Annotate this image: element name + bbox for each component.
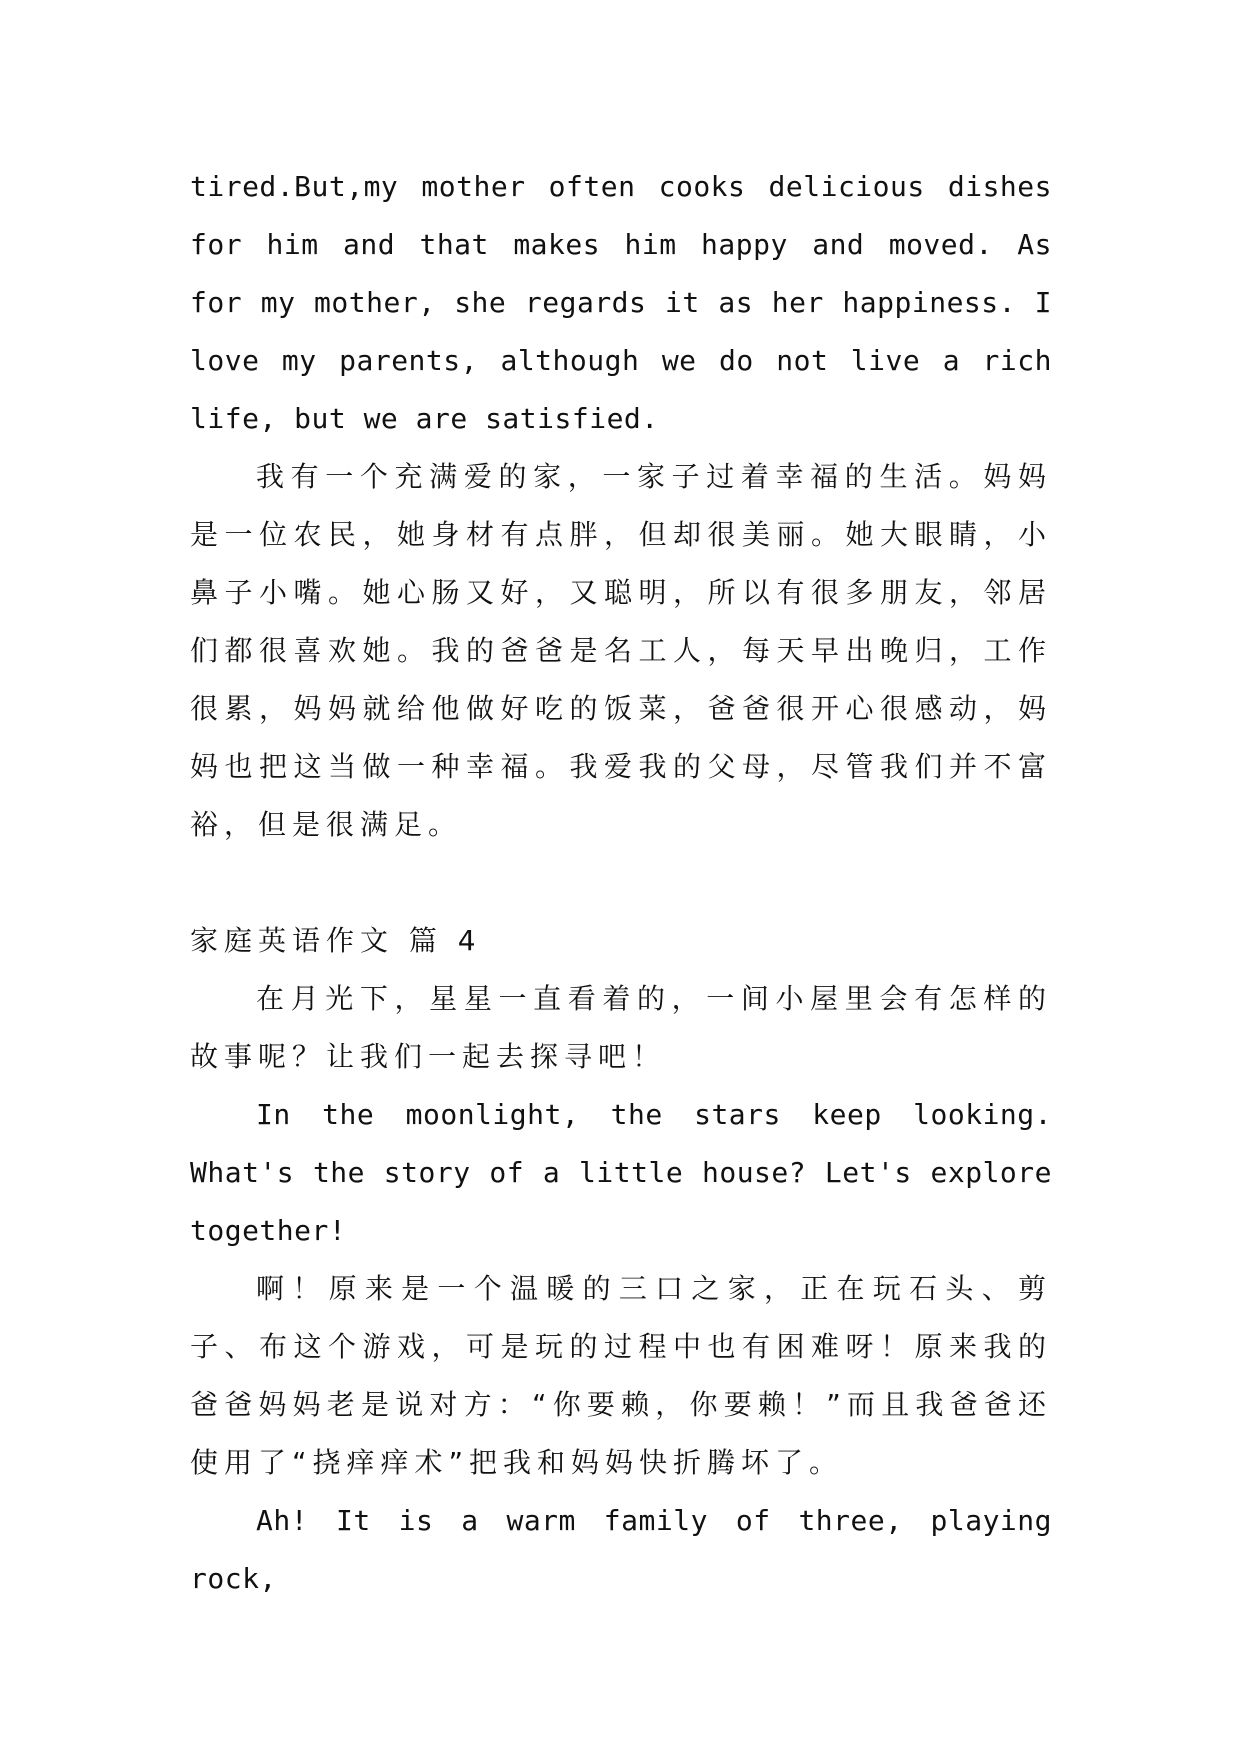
paragraph-chinese-game: 啊！原来是一个温暖的三口之家，正在玩石头、剪子、布这个游戏，可是玩的过程中也有困难呀！原来我的爸爸妈妈老是说对方：“你要赖，你要赖！”而且我爸爸还使用了“挠痒痒术”把我和妈妈快折腾坏了。 — [190, 1272, 1052, 1479]
paragraph-english-continued: tired.But,my mother often cooks delicious dishes for him and that makes him happy and moved. As for my mother, she regards it as her happiness. I love my parents, although we do not live a rich life, but we are satisfied. — [190, 170, 1052, 435]
paragraph-english-moonlight: In the moonlight, the stars keep looking. What's the story of a little house? Let's explore together! — [190, 1098, 1052, 1247]
paragraph-chinese-family: 我有一个充满爱的家，一家子过着幸福的生活。妈妈是一位农民，她身材有点胖，但却很美丽。她大眼睛，小鼻子小嘴。她心肠又好，又聪明，所以有很多朋友，邻居们都很喜欢她。我的爸爸是名工人，每天早出晚归，工作很累，妈妈就给他做好吃的饭菜，爸爸很开心很感动，妈妈也把这当做一种幸福。我爱我的父母，尽管我们并不富裕，但是很满足。 — [190, 460, 1052, 841]
section-heading: 家庭英语作文 篇 4 — [190, 924, 482, 957]
paragraph-chinese-moonlight: 在月光下，星星一直看着的，一间小屋里会有怎样的故事呢？让我们一起去探寻吧！ — [190, 982, 1052, 1073]
section-spacer — [190, 854, 1052, 912]
paragraph-english-game: Ah! It is a warm family of three, playing rock, — [190, 1504, 1052, 1595]
document-body — [190, 158, 1052, 1608]
